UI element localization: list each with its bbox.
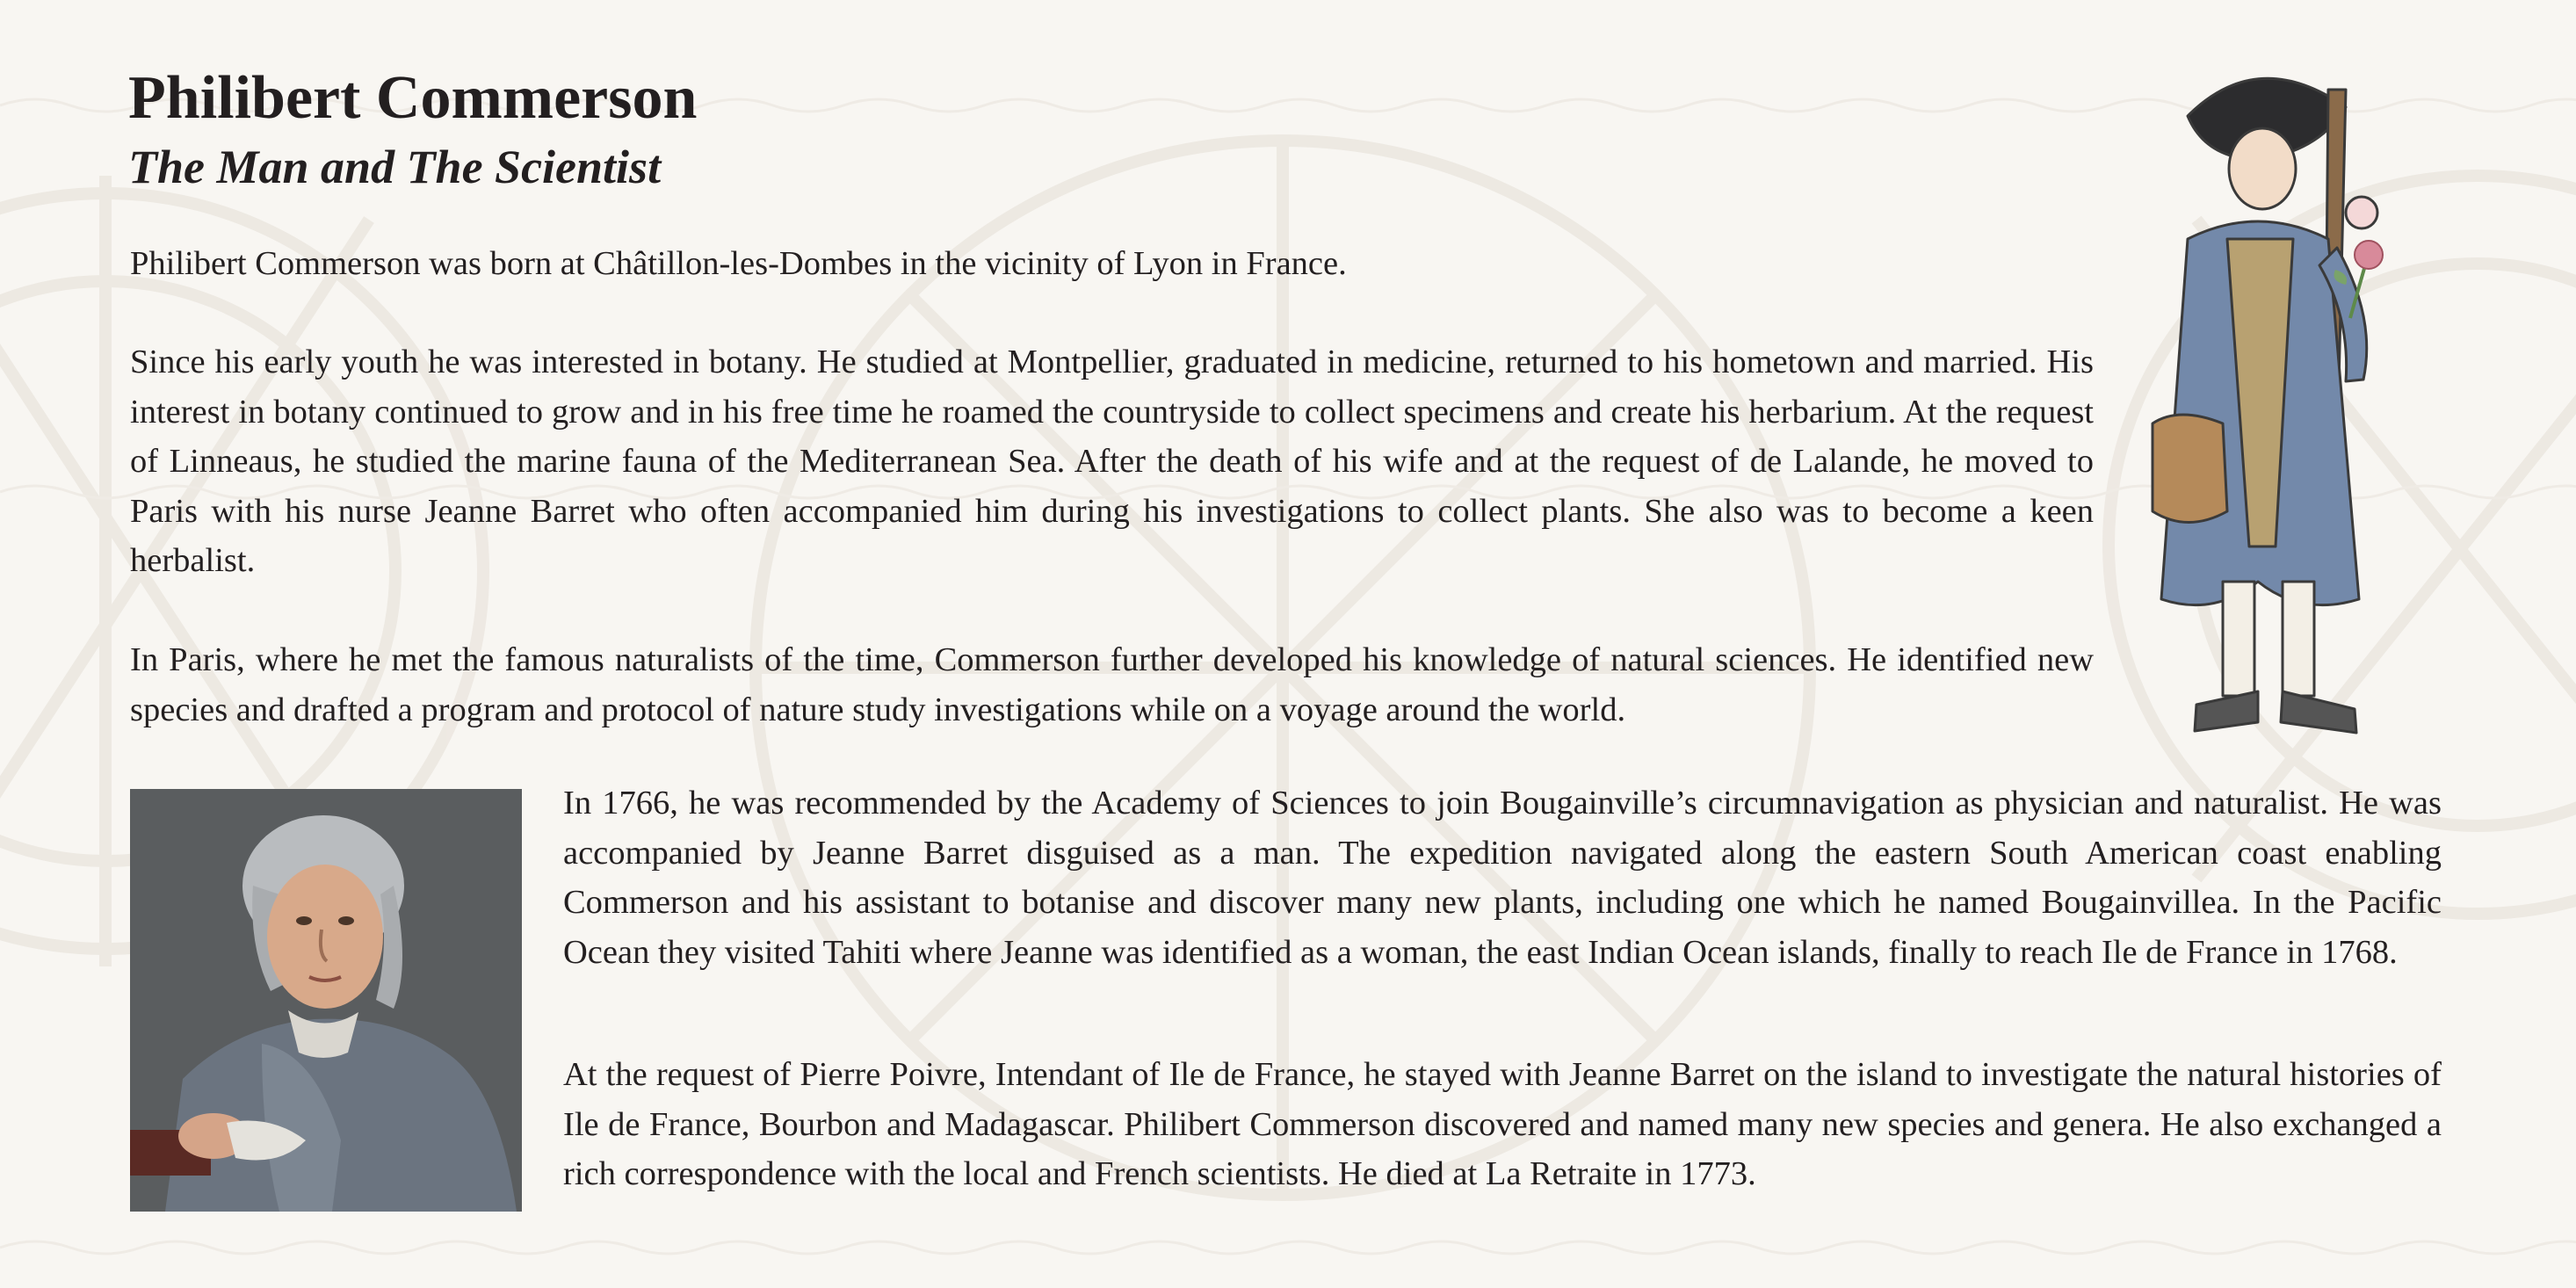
page-title: Philibert Commerson xyxy=(128,64,698,132)
page-subtitle: The Man and The Scientist xyxy=(128,141,662,193)
jeanne-barret-illustration xyxy=(2126,54,2451,757)
portrait-image xyxy=(130,789,522,1212)
paragraph-voyage: In 1766, he was recommended by the Academy of Sciences to join Bougainville’s circumnavigation as physician and naturalist. He was accompanied by Jeanne Barret disguised as a man. The expedition navigated along the eastern South American coast enabling Commerson and his assistant to botanise and discover many new plants, including one which he named Bougainvillea. In the Pacific Ocean they visited Tahiti where Jeanne was identified as a woman, the east Indian Ocean islands, finally to reach Ile de France in 1768. xyxy=(563,785,2442,971)
paragraph-paris: In Paris, where he met the famous naturalists of the time, Commerson further developed his knowledge of natural sciences. He identified new species and drafted a program and protocol of nature study investigations while on a voyage around the world. xyxy=(130,641,2094,728)
paragraph-birth: Philibert Commerson was born at Châtillon-les-Dombes in the vicinity of Lyon in France. xyxy=(130,245,1347,282)
paragraph-ile-de-france: At the request of Pierre Poivre, Intendant of Ile de France, he stayed with Jeanne Barret on the island to investigate the natural histories of Ile de France, Bourbon and Madagascar. Philibert Commerson discovered and named many new species and genera. He also exchanged a rich correspondence with the local and French scientists. He died at La Retraite in 1773. xyxy=(563,1056,2442,1192)
paragraph-youth: Since his early youth he was interested in botany. He studied at Montpellier, graduated in medicine, returned to his hometown and married. His interest in botany continued to grow and in his free time he roamed the countryside to collect specimens and create his herbarium. At the request of Linneaus, he studied the marine fauna of the Mediterranean Sea. After the death of his wife and at the request of de Lalande, he moved to Paris with his nurse Jeanne Barret who often accompanied him during his investigations to collect plants. She also was to become a keen herbalist. xyxy=(130,344,2094,579)
